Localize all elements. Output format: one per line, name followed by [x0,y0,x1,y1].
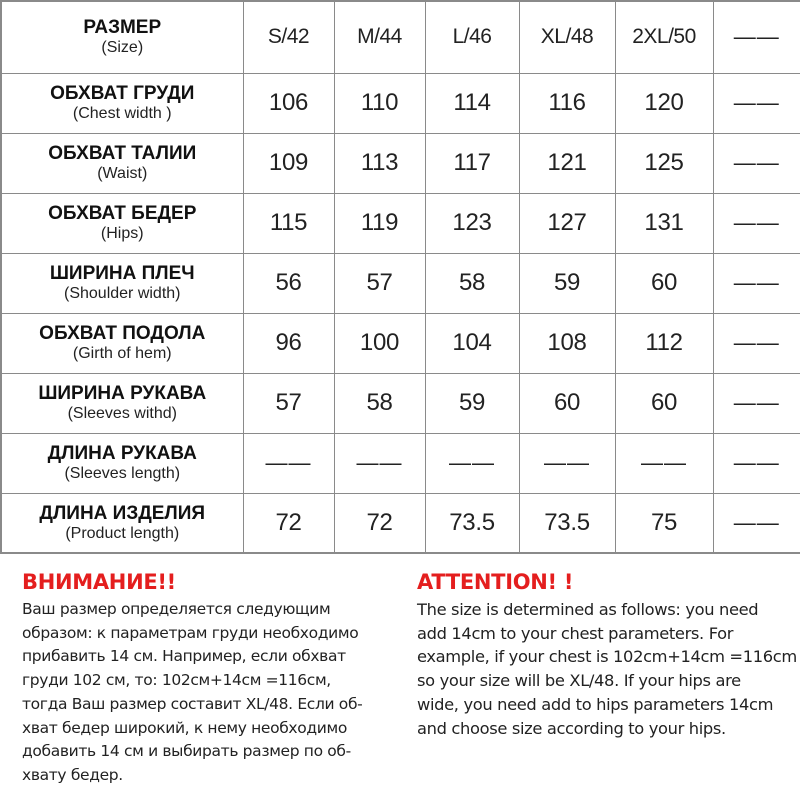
param-cell [1,313,243,373]
param-label-ru: ДЛИНА ИЗДЕЛИЯ [39,502,206,524]
value-cell: —— [713,73,800,133]
value-cell: 117 [425,133,519,193]
param-cell [1,73,243,133]
size-label-en: (Size) [101,39,144,57]
notice-english [417,566,797,740]
value-cell: 116 [519,73,615,133]
size-header-l: L/46 [425,1,519,73]
param-label-en: (Girth of hem) [72,345,172,362]
size-label-ru: РАЗМЕР [83,17,162,39]
notice-en-title: ATTENTION! ! [417,570,574,594]
table-row [1,373,800,433]
table-row [1,313,800,373]
param-label-en: (Sleeves length) [64,465,181,482]
size-header-m: M/44 [334,1,425,73]
size-header-empty: —— [713,1,800,73]
param-label-ru: ОБХВАТ ТАЛИИ [48,143,197,164]
value-cell: 120 [615,73,713,133]
value-cell: 60 [615,373,713,433]
value-cell: 108 [519,313,615,373]
value-cell: 72 [334,493,425,553]
value-cell: —— [713,253,800,313]
value-cell: 58 [425,253,519,313]
header-row [1,1,800,73]
table-row [1,133,800,193]
value-cell: —— [713,193,800,253]
param-label-en: (Product length) [65,524,180,542]
value-cell: 75 [615,493,713,553]
value-cell: —— [334,433,425,493]
value-cell: 100 [334,313,425,373]
param-label-en: (Chest width ) [72,105,172,122]
table-row [1,253,800,313]
param-label-ru: ОБХВАТ ГРУДИ [50,83,195,104]
param-cell [1,193,243,253]
value-cell: 121 [519,133,615,193]
value-cell: 131 [615,193,713,253]
param-label-en: (Shoulder width) [64,285,181,302]
value-cell: 59 [425,373,519,433]
value-cell: 60 [519,373,615,433]
param-cell [1,433,243,493]
value-cell: 119 [334,193,425,253]
param-cell [1,253,243,313]
value-cell: 60 [615,253,713,313]
value-cell: 73.5 [425,493,519,553]
value-cell: —— [615,433,713,493]
value-cell: —— [713,313,800,373]
header-param-cell [1,1,243,73]
value-cell: 72 [243,493,334,553]
size-header-xl: XL/48 [519,1,615,73]
param-label-ru: ОБХВАТ БЕДЕР [48,203,197,224]
value-cell: —— [519,433,615,493]
param-cell [1,373,243,433]
param-label-ru: ШИРИНА ПЛЕЧ [49,263,195,284]
value-cell: 106 [243,73,334,133]
value-cell: —— [713,133,800,193]
notice-russian [22,566,407,788]
value-cell: 59 [519,253,615,313]
param-cell [1,493,243,553]
table-row [1,493,800,553]
param-label-ru: ДЛИНА РУКАВА [47,443,197,464]
param-cell [1,133,243,193]
param-label-ru: ШИРИНА РУКАВА [38,383,207,404]
value-cell: 104 [425,313,519,373]
size-chart-body [1,1,800,553]
value-cell: 113 [334,133,425,193]
param-label-ru: ОБХВАТ ПОДОЛА [39,323,206,344]
table-row [1,433,800,493]
value-cell: 73.5 [519,493,615,553]
value-cell: 110 [334,73,425,133]
value-cell: 58 [334,373,425,433]
value-cell: 112 [615,313,713,373]
value-cell: 109 [243,133,334,193]
value-cell: 57 [334,253,425,313]
param-label-en: (Sleeves withd) [67,405,177,422]
value-cell: 123 [425,193,519,253]
value-cell: —— [425,433,519,493]
value-cell: 115 [243,193,334,253]
value-cell: 127 [519,193,615,253]
notice-ru-text: Ваш размер определяется следующим образом: к параметрам груди необходимо прибавить 14 см. Например, если обхват груди 102 см, то: 102см+14см =116см, тогда Ваш размер составит XL/48. Если об- хват бедер широкий, к нему необходимо добавить 14 см и выбирать размер по об- хвату бедер. [22,600,363,784]
value-cell: 57 [243,373,334,433]
value-cell: —— [243,433,334,493]
table-row [1,73,800,133]
table-row [1,193,800,253]
value-cell: 56 [243,253,334,313]
param-label-en: (Waist) [97,165,148,182]
size-header-2xl: 2XL/50 [615,1,713,73]
notice-ru-title: ВНИМАНИЕ!! [22,570,176,594]
param-label-en: (Hips) [100,225,144,242]
value-cell: 114 [425,73,519,133]
value-cell: 125 [615,133,713,193]
notice-en-text: The size is determined as follows: you need add 14cm to your chest parameters. For example, if your chest is 102cm+14cm =116cm so your size will be XL/48. If your hips are wide, you need add to hips parameters 14cm and choose size according to your hips. [417,600,797,738]
value-cell: —— [713,433,800,493]
size-header-s: S/42 [243,1,334,73]
value-cell: 96 [243,313,334,373]
value-cell: —— [713,373,800,433]
value-cell: —— [713,493,800,553]
